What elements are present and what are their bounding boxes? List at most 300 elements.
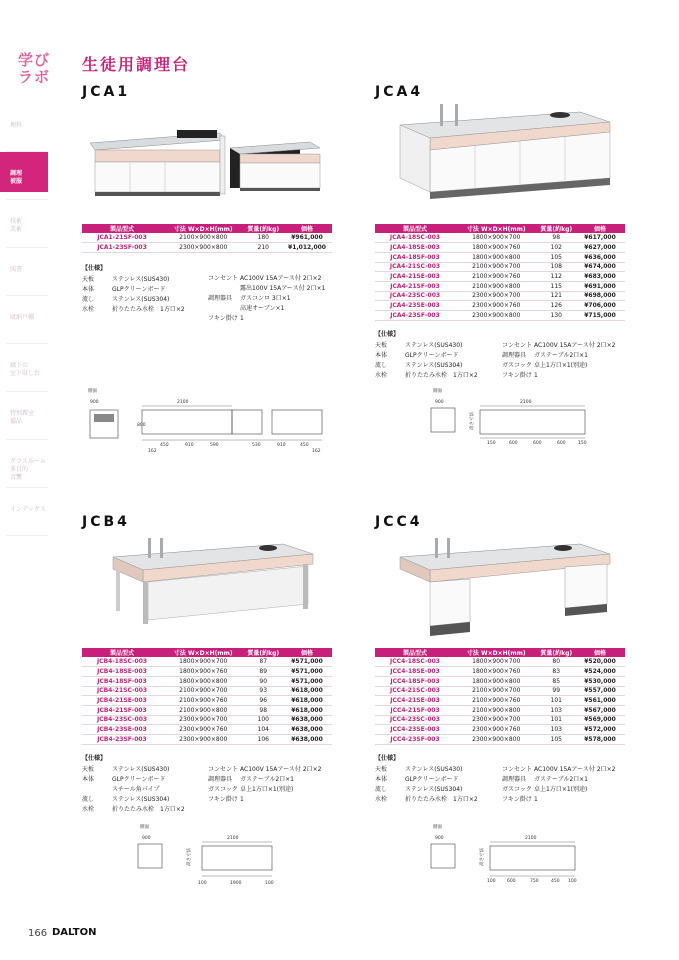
- spec2-value: ガスコンロ 3口×1: [240, 295, 291, 302]
- spec-row: [82, 305, 185, 315]
- header-model: 製品型式: [375, 224, 455, 233]
- dalton-logo: DALTON: [52, 927, 97, 938]
- spec-key: 水栓: [375, 796, 388, 803]
- section-title-jca1: JCA1: [82, 84, 131, 100]
- cell-size: 2300×900×800: [455, 735, 538, 745]
- dim-b-jcc4: 600: [507, 879, 516, 884]
- spec2-value: AC100V 15Aアース付 2口×2: [534, 766, 616, 773]
- cell-price: ¥571,000: [282, 676, 332, 686]
- cell-weight: 87: [245, 657, 283, 667]
- cell-model: JCB4-23SF-003: [82, 735, 162, 745]
- cell-weight: 80: [538, 657, 576, 667]
- cell-weight: 83: [538, 667, 576, 677]
- cell-weight: 98: [538, 233, 576, 243]
- side-label-jca4: 側面: [433, 389, 442, 394]
- cell-price: ¥569,000: [575, 715, 625, 725]
- dim-e-jca1: 910: [277, 443, 286, 448]
- table-header-row: [375, 648, 625, 657]
- table-row: [375, 301, 625, 311]
- dimension-drawing-jca1: [82, 386, 332, 458]
- cell-price: ¥961,000: [282, 233, 332, 243]
- cell-weight: 103: [538, 705, 576, 715]
- spec-value: ステンレス(SUS304): [405, 362, 463, 369]
- cell-model: JCA4-21SC-003: [375, 262, 455, 272]
- side-nav: [0, 104, 48, 536]
- spec-row: [82, 295, 185, 305]
- table-row: [82, 243, 332, 253]
- product-image-jca1: [85, 118, 330, 203]
- table-row: [82, 667, 332, 677]
- spec2-row: [502, 341, 615, 351]
- spec2-value: ガステーブル2口×1: [534, 352, 589, 359]
- spec-key: 天板: [375, 342, 388, 349]
- spec2-value: 1: [534, 372, 538, 379]
- spec2-key: コンセント: [208, 275, 239, 282]
- spec2-row: [208, 785, 321, 795]
- spec-row: [375, 361, 478, 371]
- cell-weight: 105: [538, 252, 576, 262]
- cell-size: 2300×900×800: [162, 243, 245, 253]
- cell-price: ¥530,000: [575, 676, 625, 686]
- dim-c-jcb4: 100: [265, 881, 274, 886]
- spec-value: 折りたたみ水栓 1方口×2: [405, 372, 478, 379]
- spec2-row: [208, 795, 321, 805]
- dim-b-jca1: 910: [185, 443, 194, 448]
- cell-model: JCA4-18SE-003: [375, 243, 455, 253]
- cell-weight: 121: [538, 291, 576, 301]
- spec2-value: ガステーブル2口×1: [534, 776, 589, 783]
- cell-price: ¥557,000: [575, 686, 625, 696]
- spec-row: [82, 285, 185, 295]
- cell-model: JCC4-21SC-003: [375, 686, 455, 696]
- cell-price: ¥618,000: [282, 705, 332, 715]
- table-row: [82, 705, 332, 715]
- page-title: 生徒用調理台: [82, 55, 191, 74]
- header-price: 価格: [282, 224, 332, 233]
- spec-key: 本体: [375, 776, 388, 783]
- table-row: [375, 676, 625, 686]
- table-header-row: [375, 224, 625, 233]
- table-row: [375, 657, 625, 667]
- table-row: [375, 311, 625, 321]
- spec-key: 天板: [375, 766, 388, 773]
- cell-price: ¥578,000: [575, 735, 625, 745]
- spec2-value: 1: [240, 796, 244, 803]
- nav-item-3[interactable]: 図書: [10, 266, 23, 273]
- nav-item-5[interactable]: 廊下の 室下収し台: [10, 362, 41, 377]
- cell-size: 2300×900×700: [162, 715, 245, 725]
- spec-value: ステンレス(SUS430): [405, 766, 463, 773]
- table-row: [82, 676, 332, 686]
- table-row: [375, 686, 625, 696]
- spec-row: [82, 795, 185, 805]
- cell-price: ¥618,000: [282, 686, 332, 696]
- cell-size: 2300×900×800: [455, 311, 538, 321]
- spec-value: スチール角パイプ: [112, 786, 160, 793]
- spec2-key: ガスコック: [208, 786, 238, 793]
- spec-row: [82, 805, 185, 815]
- cell-size: 2100×900×800: [162, 705, 245, 715]
- cell-price: ¥638,000: [282, 725, 332, 735]
- table-row: [375, 281, 625, 291]
- spec2-key: コンセント: [502, 342, 533, 349]
- header-price: 価格: [282, 648, 332, 657]
- spec-row: [375, 795, 478, 805]
- spec2-value: 露出100V 15Aアース付 2口×1: [240, 285, 326, 292]
- header-weight: 質量(約kg): [538, 648, 576, 657]
- spec-key: 水栓: [375, 372, 388, 379]
- side-label-jcc4: 側面: [433, 825, 442, 830]
- cell-model: JCC4-23SE-003: [375, 725, 455, 735]
- spec-key: 天板: [82, 276, 95, 283]
- cell-model: JCB4-21SC-003: [82, 686, 162, 696]
- spec2-row: [502, 765, 615, 775]
- spec2-key: フキン掛け: [208, 796, 238, 803]
- dim-c-jca4: 600: [533, 441, 542, 446]
- spec-value: GLPクリーンボード: [405, 352, 459, 359]
- spec2-key: 調理器具: [502, 352, 527, 359]
- cell-model: JCB4-18SE-003: [82, 667, 162, 677]
- cell-price: ¥691,000: [575, 281, 625, 291]
- spec2-row: [502, 775, 615, 785]
- table-header-row: [82, 648, 332, 657]
- cell-model: JCC4-18SE-003: [375, 667, 455, 677]
- spec2-value: 卓上1方口×1(別途): [240, 786, 294, 793]
- dim-side-jcb4: 900: [142, 836, 151, 841]
- side-label-jcb4: 側面: [140, 825, 149, 830]
- cell-size: 2300×900×760: [455, 725, 538, 735]
- spec2-value: 卓上1方口×1(別途): [534, 786, 588, 793]
- dim-d-jca4: 600: [557, 441, 566, 446]
- cell-model: JCA4-21SE-003: [375, 272, 455, 282]
- spec-heading: 【仕様】: [375, 331, 400, 338]
- product-image-jca4: [395, 100, 615, 200]
- cell-weight: 126: [538, 301, 576, 311]
- cell-price: ¥571,000: [282, 667, 332, 677]
- cell-model: JCA4-23SC-003: [375, 291, 455, 301]
- table-row: [82, 696, 332, 706]
- table-row: [82, 735, 332, 745]
- cell-price: ¥683,000: [575, 272, 625, 282]
- cell-size: 2100×900×800: [455, 705, 538, 715]
- cell-weight: 104: [245, 725, 283, 735]
- cell-size: 1800×900×800: [455, 676, 538, 686]
- spec-row: [375, 765, 478, 775]
- cell-size: 1800×900×700: [455, 233, 538, 243]
- dim-side-jca4: 900: [435, 400, 444, 405]
- spec2-row: [208, 314, 325, 324]
- section-jca1: [82, 84, 130, 100]
- table-row: [375, 243, 625, 253]
- spec2-row: [502, 361, 615, 371]
- spec-key: 水栓: [82, 306, 95, 313]
- spec2-value: 卓上1方口×1(別途): [534, 362, 588, 369]
- cell-price: ¥715,000: [575, 311, 625, 321]
- cell-model: JCB4-23SE-003: [82, 725, 162, 735]
- cell-model: JCB4-18SF-003: [82, 676, 162, 686]
- product-image-jcb4: [108, 532, 318, 627]
- cell-weight: 99: [538, 686, 576, 696]
- spec-key: 流し: [375, 786, 388, 793]
- spec2-row: [208, 274, 325, 294]
- spec2-key: フキン掛け: [502, 372, 532, 379]
- spec-table-jca4: [375, 224, 625, 321]
- spec2-value: 1: [240, 315, 244, 322]
- header-size: 寸法 W×D×H(mm): [455, 224, 538, 233]
- section-jcb4: [82, 514, 130, 530]
- product-image-jcc4: [395, 532, 615, 637]
- cell-size: 2300×900×760: [162, 725, 245, 735]
- spec2-key: コンセント: [208, 766, 239, 773]
- dim-height-jca1: 800: [137, 423, 146, 428]
- cell-model: JCA4-21SF-003: [375, 281, 455, 291]
- cell-size: 1800×900×760: [455, 243, 538, 253]
- spec-list2-jca1: [208, 274, 325, 324]
- spec-value: GLPクリーンボード: [112, 286, 166, 293]
- spec-list-jcb4: [82, 754, 185, 815]
- spec-list-jcc4: [375, 754, 478, 805]
- cell-weight: 180: [245, 233, 283, 243]
- cell-weight: 98: [245, 705, 283, 715]
- cell-price: ¥674,000: [575, 262, 625, 272]
- cell-price: ¥617,000: [575, 233, 625, 243]
- spec-table-jcc4: [375, 648, 625, 745]
- spec2-row: [502, 795, 615, 805]
- table-row: [375, 252, 625, 262]
- table-header-row: [82, 224, 332, 233]
- brand-line2: ラボ: [18, 68, 51, 86]
- dim-width-jca1: 2100: [177, 400, 189, 405]
- spec-row: [375, 371, 478, 381]
- cell-size: 2100×900×700: [162, 686, 245, 696]
- cell-size: 1800×900×760: [162, 667, 245, 677]
- dim-a-jca4: 150: [487, 441, 496, 446]
- dim-width-jcc4: 2100: [525, 836, 537, 841]
- header-size: 寸法 W×D×H(mm): [455, 648, 538, 657]
- cell-price: ¥567,000: [575, 705, 625, 715]
- spec2-row: [208, 765, 321, 775]
- spec-table-jcb4: [82, 648, 332, 745]
- spec-key: 流し: [375, 362, 388, 369]
- cell-size: 1800×900×700: [162, 657, 245, 667]
- cell-model: JCA1-21SF-003: [82, 233, 162, 243]
- spec-value: GLPクリーンボード: [112, 776, 166, 783]
- section-title-jca4: JCA4: [375, 84, 424, 100]
- cell-price: ¥706,000: [575, 301, 625, 311]
- spec2-row: [502, 351, 615, 361]
- cell-size: 1800×900×700: [455, 657, 538, 667]
- spec-value: 折りたたみ水栓 1方口×2: [405, 796, 478, 803]
- spec2-row: [502, 371, 615, 381]
- cell-weight: 103: [538, 725, 576, 735]
- spec-value: ステンレス(SUS430): [112, 276, 170, 283]
- spec2-values: [240, 274, 325, 294]
- spec2-values: [240, 314, 244, 324]
- spec-key: 本体: [375, 352, 388, 359]
- dim-e-jcc4: 100: [568, 879, 577, 884]
- spec-list2-jca4: [502, 341, 615, 381]
- cell-size: 2300×900×760: [455, 301, 538, 311]
- table-row: [82, 657, 332, 667]
- spec-key: 本体: [82, 286, 95, 293]
- dim-d-jca1: 530: [252, 443, 261, 448]
- cell-size: 2100×900×760: [455, 696, 538, 706]
- spec2-key: 調理器具: [208, 776, 233, 783]
- nav-item-2[interactable]: 技術 美術: [10, 218, 23, 233]
- dimension-drawing-jcc4: [425, 822, 595, 886]
- spec-row: [82, 765, 185, 775]
- nav-item-6[interactable]: 特別教室 備品: [10, 410, 35, 425]
- cell-size: 2100×900×800: [455, 281, 538, 291]
- nav-item-0[interactable]: 理科: [10, 122, 23, 129]
- cell-model: JCA4-23SE-003: [375, 301, 455, 311]
- table-row: [375, 233, 625, 243]
- spec-heading: 【仕様】: [375, 755, 400, 762]
- dim-b-jca4: 600: [509, 441, 518, 446]
- dim-a-jcc4: 100: [487, 879, 496, 884]
- table-row: [375, 262, 625, 272]
- cell-model: JCA4-23SF-003: [375, 311, 455, 321]
- dim-height-jcc4: 高さ寸法: [480, 848, 485, 866]
- dim-side-jcc4: 900: [435, 836, 444, 841]
- cell-size: 2300×900×700: [455, 715, 538, 725]
- spec-key: 本体: [82, 776, 95, 783]
- spec2-key: フキン掛け: [502, 796, 532, 803]
- dimension-drawing-jcb4: [132, 822, 302, 886]
- cell-size: 2100×900×800: [162, 233, 245, 243]
- spec-row: [375, 785, 478, 795]
- spec-key: 天板: [82, 766, 95, 773]
- spec2-key: ガスコック: [502, 362, 532, 369]
- cell-model: JCC4-18SF-003: [375, 676, 455, 686]
- brand-logo: [18, 52, 50, 86]
- spec2-row: [208, 775, 321, 785]
- cell-weight: 108: [538, 262, 576, 272]
- cell-price: ¥627,000: [575, 243, 625, 253]
- spec2-value: AC100V 15Aアース付 2口×2: [240, 275, 322, 282]
- spec-row: [375, 775, 478, 785]
- nav-item-7[interactable]: クラスルーム 多目的 音響: [10, 458, 46, 481]
- table-row: [375, 667, 625, 677]
- cell-size: 2100×900×760: [455, 272, 538, 282]
- dim-side-jca1: 900: [90, 400, 99, 405]
- cell-weight: 112: [538, 272, 576, 282]
- header-weight: 質量(約kg): [538, 224, 576, 233]
- dim-b-jcb4: 1900: [230, 881, 242, 886]
- table-row: [375, 696, 625, 706]
- dim-width-jca4: 2100: [520, 400, 532, 405]
- cell-weight: 130: [538, 311, 576, 321]
- cell-model: JCC4-21SE-003: [375, 696, 455, 706]
- cell-model: JCC4-18SC-003: [375, 657, 455, 667]
- table-row: [375, 291, 625, 301]
- cell-weight: 102: [538, 243, 576, 253]
- header-model: 製品型式: [82, 224, 162, 233]
- cell-price: ¥698,000: [575, 291, 625, 301]
- cell-price: ¥638,000: [282, 735, 332, 745]
- brand-line1: 学び: [18, 51, 51, 69]
- side-label-jca1: 側面: [88, 389, 97, 394]
- spec-value: ステンレス(SUS304): [112, 796, 170, 803]
- cell-model: JCC4-23SF-003: [375, 735, 455, 745]
- spec2-key: 調理器具: [208, 295, 233, 302]
- spec-key: 水栓: [82, 806, 95, 813]
- dim-e-jca4: 150: [578, 441, 587, 446]
- cell-size: 1800×900×800: [162, 676, 245, 686]
- cell-model: JCB4-23SC-003: [82, 715, 162, 725]
- table-row: [375, 705, 625, 715]
- spec2-key: フキン掛け: [208, 315, 238, 322]
- nav-item-1[interactable]: 調理 被服: [0, 152, 48, 192]
- header-price: 価格: [575, 648, 625, 657]
- cell-weight: 90: [245, 676, 283, 686]
- dim-a-jcb4: 100: [198, 881, 207, 886]
- spec-heading: 【仕様】: [82, 755, 107, 762]
- spec2-value: 高速オーブン×1: [240, 305, 285, 312]
- table-row: [82, 233, 332, 243]
- cell-model: JCB4-18SC-003: [82, 657, 162, 667]
- dim-c-jcc4: 750: [530, 879, 539, 884]
- header-weight: 質量(約kg): [245, 224, 283, 233]
- section-title-jcc4: JCC4: [375, 514, 423, 530]
- spec-row: [375, 341, 478, 351]
- dim-d-jcc4: 450: [551, 879, 560, 884]
- spec2-value: ガステーブル2口×1: [240, 776, 295, 783]
- spec2-row: [502, 785, 615, 795]
- page-number: 166: [28, 928, 48, 939]
- spec-table-jca1: [82, 224, 332, 253]
- cell-model: JCC4-23SC-003: [375, 715, 455, 725]
- cell-price: ¥618,000: [282, 696, 332, 706]
- cell-model: JCA4-18SF-003: [375, 252, 455, 262]
- table-row: [82, 725, 332, 735]
- cell-weight: 210: [245, 243, 283, 253]
- dim-width-jcb4: 2100: [227, 836, 239, 841]
- spec-row: [82, 275, 185, 285]
- spec2-value: 1: [534, 796, 538, 803]
- spec-value: ステンレス(SUS304): [112, 296, 170, 303]
- header-model: 製品型式: [375, 648, 455, 657]
- spec-heading: 【仕様】: [82, 265, 107, 272]
- dim-a-jca1: 450: [160, 443, 169, 448]
- nav-item-8[interactable]: インデックス: [10, 506, 46, 513]
- spec2-value: AC100V 15Aアース付 2口×2: [240, 766, 322, 773]
- table-row: [82, 686, 332, 696]
- spec2-key: コンセント: [502, 766, 533, 773]
- cell-size: 2100×900×760: [162, 696, 245, 706]
- spec-key: 流し: [82, 796, 95, 803]
- section-title-jcb4: JCB4: [82, 514, 130, 530]
- table-row: [375, 272, 625, 282]
- spec-value: 折りたたみ水栓 1方口×2: [112, 306, 185, 313]
- nav-item-4[interactable]: 収納戸棚: [10, 314, 35, 321]
- section-jca4: [375, 84, 423, 100]
- header-size: 寸法 W×D×H(mm): [162, 224, 245, 233]
- spec2-key: 調理器具: [502, 776, 527, 783]
- cell-weight: 93: [245, 686, 283, 696]
- spec-value: ステンレス(SUS304): [405, 786, 463, 793]
- cell-weight: 115: [538, 281, 576, 291]
- spec2-values: [240, 294, 291, 314]
- spec-key: 流し: [82, 296, 95, 303]
- spec-row: [82, 775, 185, 785]
- cell-weight: 101: [538, 715, 576, 725]
- cell-size: 2100×900×700: [455, 686, 538, 696]
- cell-weight: 96: [245, 696, 283, 706]
- spec-key: [82, 785, 112, 795]
- dimension-drawing-jca4: [425, 386, 595, 448]
- cell-weight: 89: [245, 667, 283, 677]
